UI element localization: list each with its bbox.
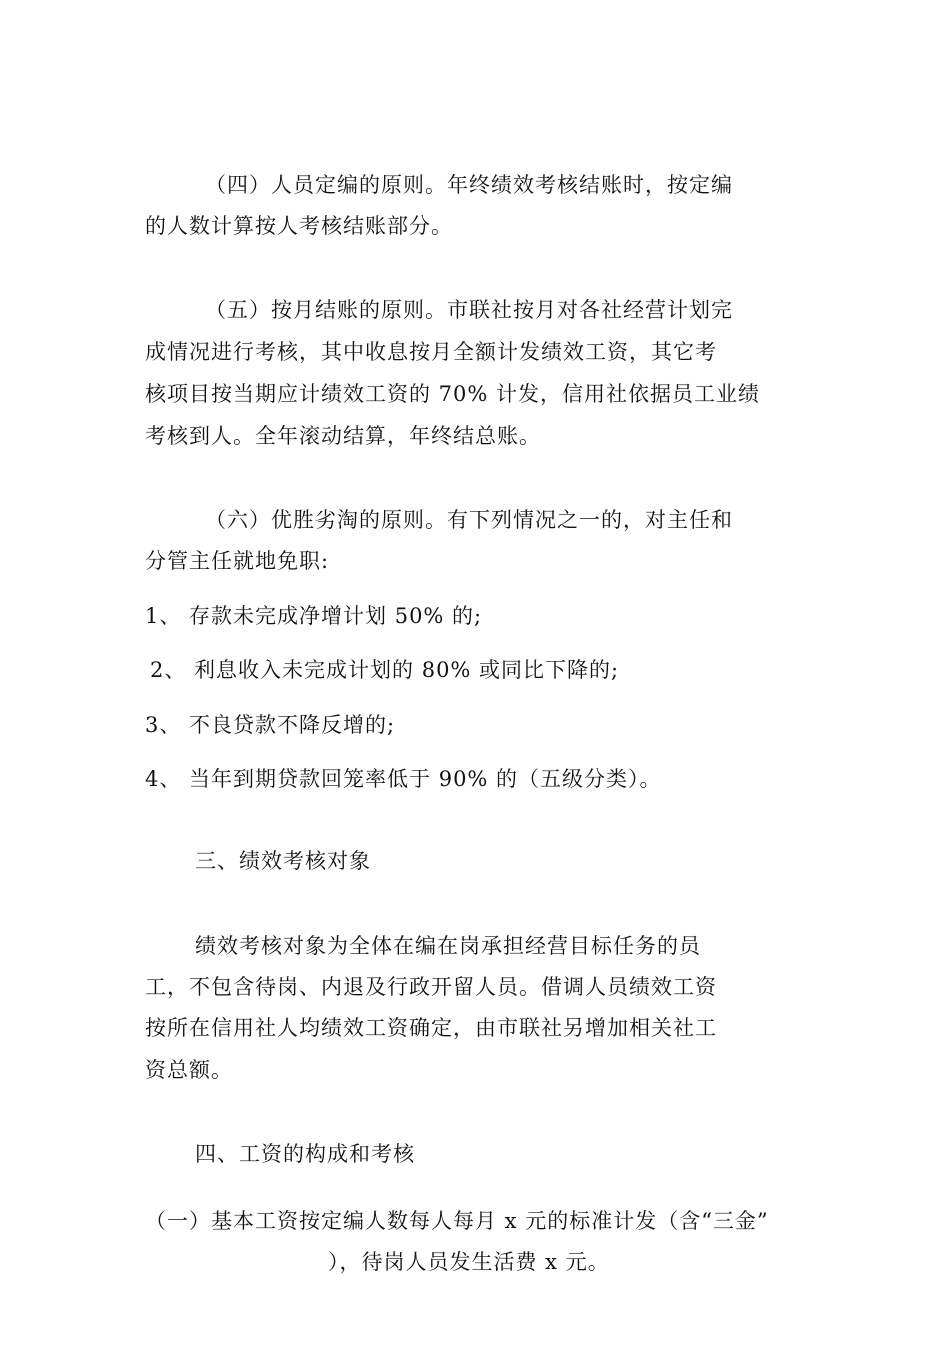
- list-item: 2、 利息收入未完成计划的 80% 或同比下降的;: [150, 658, 620, 682]
- section-5-line-2: 成情况进行考核，其中收息按月全额计发绩效工资，其它考: [145, 340, 717, 364]
- paragraph-3-line-2: 工，不包含待岗、内退及行政开留人员。借调人员绩效工资: [145, 975, 717, 999]
- section-4-line-1: （四）人员定编的原则。年终绩效考核结账时，按定编: [205, 173, 733, 197]
- paragraph-4-line-1: （一）基本工资按定编人数每人每月 x 元的标准计发（含“三金”: [145, 1209, 769, 1233]
- section-5-line-4: 考核到人。全年滚动结算，年终结总账。: [145, 424, 541, 448]
- section-6-line-2: 分管主任就地免职:: [145, 549, 330, 573]
- section-5-line-3: 核项目按当期应计绩效工资的 70% 计发，信用社依据员工业绩: [145, 382, 761, 406]
- section-6-line-1: （六）优胜劣淘的原则。有下列情况之一的，对主任和: [205, 508, 733, 532]
- section-4-line-2: 的人数计算按人考核结账部分。: [145, 214, 453, 238]
- list-item: 1、 存款未完成净增计划 50% 的;: [145, 604, 483, 628]
- heading-section-3: 三、绩效考核对象: [195, 849, 371, 873]
- section-5-line-1: （五）按月结账的原则。市联社按月对各社经营计划完: [205, 298, 733, 322]
- paragraph-4-line-2: ），待岗人员发生活费 x 元。: [328, 1250, 610, 1274]
- list-item: 4、 当年到期贷款回笼率低于 90% 的（五级分类）。: [145, 767, 662, 791]
- list-item: 3、 不良贷款不降反增的;: [145, 713, 396, 737]
- paragraph-3-line-1: 绩效考核对象为全体在编在岗承担经营目标任务的员: [195, 934, 701, 958]
- paragraph-3-line-3: 按所在信用社人均绩效工资确定，由市联社另增加相关社工: [145, 1016, 717, 1040]
- paragraph-3-line-4: 资总额。: [145, 1058, 233, 1082]
- heading-section-4: 四、工资的构成和考核: [195, 1142, 415, 1166]
